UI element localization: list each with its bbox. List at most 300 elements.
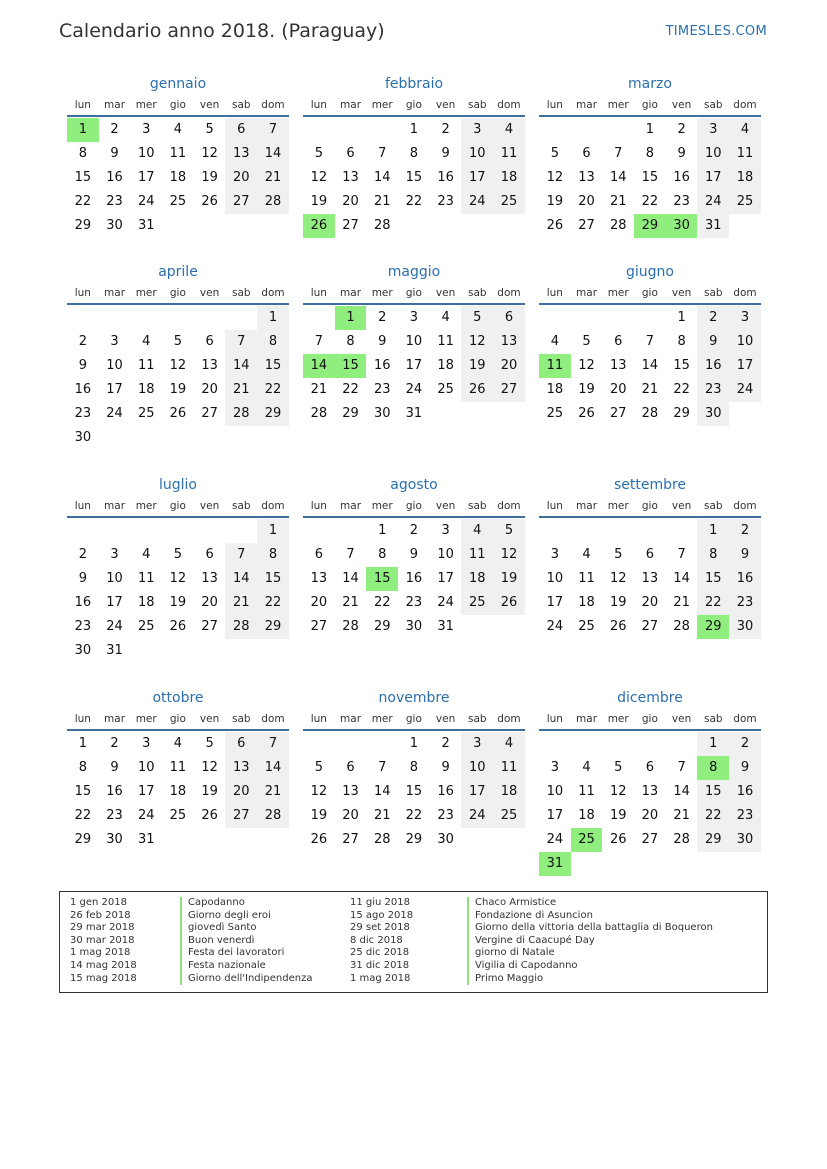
day-cell: 17 (106, 595, 123, 610)
day-cell: 20 (201, 595, 218, 610)
week-row (67, 190, 289, 214)
holiday-day-cell: 29 (697, 615, 729, 639)
weekday-label: lun (546, 713, 563, 725)
day-cell: 21 (310, 382, 328, 397)
week-row (303, 378, 525, 402)
weekend-day-cell: 19 (461, 354, 493, 378)
weekend-day-cell: 22 (257, 378, 289, 402)
weekend-day-cell: 3 (697, 118, 729, 142)
day-cell: 24 (137, 194, 155, 209)
empty-cell (194, 639, 226, 663)
weekend-day-cell: 27 (225, 190, 257, 214)
day-cell: 17 (405, 358, 423, 373)
day-cell: 26 (201, 194, 218, 209)
empty-cell (366, 118, 398, 142)
weekend-day-cell: 20 (225, 166, 257, 190)
legend-date: 15 mag 2018 (70, 972, 137, 984)
weekday-header (67, 496, 289, 516)
week-row (539, 567, 761, 591)
legend-names-right (467, 897, 713, 985)
empty-cell (130, 639, 162, 663)
day-cell: 26 (310, 832, 328, 847)
day-cell: 1 (78, 736, 87, 751)
weekend-day-cell: 14 (225, 354, 257, 378)
day-cell: 3 (550, 547, 559, 562)
empty-cell (461, 214, 493, 238)
day-cell: 5 (173, 547, 183, 562)
weekend-day-cell: 17 (729, 354, 761, 378)
weekday-label: ven (671, 99, 692, 111)
day-cell: 11 (137, 571, 155, 586)
weekday-label: sab (467, 713, 487, 725)
day-cell: 2 (677, 122, 686, 137)
week-row (539, 732, 761, 756)
empty-cell (303, 306, 335, 330)
month-agosto (303, 474, 525, 639)
day-cell: 31 (405, 406, 423, 421)
day-cell: 27 (578, 218, 595, 233)
day-cell: 29 (405, 832, 423, 847)
weekend-day-cell: 27 (493, 378, 525, 402)
month-title: dicembre (617, 690, 683, 706)
week-row (67, 142, 289, 166)
day-cell: 13 (342, 784, 359, 799)
weekend-day-cell: 24 (697, 190, 729, 214)
header-rule (539, 303, 761, 305)
day-cell: 22 (405, 808, 423, 823)
header-rule (539, 516, 761, 518)
week-row (67, 543, 289, 567)
weekend-day-cell: 7 (257, 732, 289, 756)
week-row (67, 426, 289, 450)
day-cell: 9 (441, 760, 450, 775)
day-cell: 8 (78, 146, 87, 161)
day-cell: 20 (609, 382, 627, 397)
weekday-header (67, 283, 289, 303)
weekend-day-cell: 3 (461, 118, 493, 142)
empty-cell (493, 828, 525, 852)
day-cell: 19 (201, 170, 218, 185)
day-cell: 11 (137, 358, 155, 373)
week-row (303, 166, 525, 190)
day-cell: 29 (673, 406, 690, 421)
weekend-day-cell: 5 (461, 306, 493, 330)
weekend-day-cell: 16 (729, 780, 761, 804)
day-cell: 26 (546, 218, 564, 233)
day-cell: 21 (641, 382, 659, 397)
week-row (303, 543, 525, 567)
day-cell: 18 (169, 784, 187, 799)
weekend-day-cell: 9 (729, 543, 761, 567)
day-cell: 11 (169, 146, 187, 161)
weekend-day-cell: 29 (697, 828, 729, 852)
month-giugno (539, 261, 761, 426)
empty-cell (335, 118, 367, 142)
weekend-day-cell: 13 (225, 142, 257, 166)
holiday-day-cell: 26 (303, 214, 335, 238)
weekday-label: sab (467, 99, 487, 111)
day-cell: 27 (201, 406, 218, 421)
day-cell: 2 (110, 122, 119, 137)
empty-cell (303, 519, 335, 543)
day-cell: 30 (74, 643, 92, 658)
day-cell: 19 (310, 808, 328, 823)
week-row (539, 166, 761, 190)
day-cell: 3 (142, 122, 151, 137)
week-row (67, 402, 289, 426)
month-aprile (67, 261, 289, 450)
weekend-day-cell: 12 (461, 330, 493, 354)
day-cell: 17 (437, 571, 454, 586)
weekday-header (539, 283, 761, 303)
empty-cell (697, 852, 729, 876)
legend-holiday-name: Giorno della vittoria della battaglia di Boqueron (467, 922, 713, 935)
weekday-header (303, 709, 525, 729)
month-title: luglio (159, 477, 197, 493)
header-rule (303, 516, 525, 518)
day-cell: 1 (645, 122, 655, 137)
day-cell: 27 (310, 619, 328, 634)
day-cell: 10 (137, 760, 155, 775)
day-cell: 28 (342, 619, 359, 634)
legend-holiday-name: Buon venerdì (180, 935, 313, 948)
empty-cell (130, 519, 162, 543)
day-cell: 3 (550, 760, 559, 775)
weekend-day-cell: 18 (493, 780, 525, 804)
weekend-day-cell: 28 (225, 615, 257, 639)
day-cell: 21 (373, 808, 391, 823)
week-row (539, 214, 761, 238)
weekday-label: ven (671, 500, 692, 512)
day-cell: 8 (346, 334, 355, 349)
day-cell: 6 (614, 334, 623, 349)
day-cell: 2 (78, 547, 87, 562)
weekend-day-cell: 12 (493, 543, 525, 567)
weekday-label: mer (135, 99, 157, 111)
weekend-day-cell: 16 (697, 354, 729, 378)
weekday-label: gio (405, 500, 422, 512)
weekday-label: lun (74, 500, 91, 512)
day-cell: 15 (74, 170, 92, 185)
weekend-day-cell: 4 (729, 118, 761, 142)
empty-cell (602, 852, 634, 876)
weekday-label: gio (641, 99, 658, 111)
empty-cell (335, 519, 367, 543)
day-cell: 13 (641, 784, 659, 799)
empty-cell (430, 402, 462, 426)
day-cell: 4 (550, 334, 559, 349)
day-cell: 19 (609, 808, 627, 823)
day-cell: 16 (437, 170, 454, 185)
day-cell: 12 (310, 170, 328, 185)
day-cell: 23 (437, 194, 454, 209)
weekend-day-cell: 23 (697, 378, 729, 402)
header-rule (303, 115, 525, 117)
weekend-day-cell: 11 (461, 543, 493, 567)
day-cell: 28 (609, 218, 627, 233)
day-cell: 6 (314, 547, 323, 562)
day-cell: 10 (437, 547, 454, 562)
header-rule (539, 729, 761, 731)
empty-cell (225, 306, 257, 330)
day-cell: 11 (578, 784, 595, 799)
week-row (67, 166, 289, 190)
legend-holiday-name: Vigilia di Capodanno (467, 960, 713, 973)
day-cell: 30 (405, 619, 423, 634)
empty-cell (162, 306, 194, 330)
week-row (303, 402, 525, 426)
day-cell: 6 (582, 146, 591, 161)
header-rule (539, 115, 761, 117)
day-cell: 20 (641, 595, 659, 610)
month-novembre (303, 687, 525, 852)
day-cell: 26 (609, 832, 627, 847)
weekend-day-cell: 8 (257, 330, 289, 354)
day-cell: 16 (673, 170, 690, 185)
weekend-day-cell: 19 (493, 567, 525, 591)
day-cell: 12 (609, 784, 627, 799)
weekend-day-cell: 24 (729, 378, 761, 402)
empty-cell (602, 732, 634, 756)
month-maggio (303, 261, 525, 426)
day-cell: 22 (641, 194, 659, 209)
day-cell: 10 (106, 571, 123, 586)
brand-link[interactable]: TIMESLES.COM (665, 24, 767, 39)
empty-cell (493, 214, 525, 238)
day-cell: 9 (378, 334, 387, 349)
day-cell: 8 (645, 146, 655, 161)
empty-cell (634, 852, 666, 876)
weekend-day-cell: 13 (493, 330, 525, 354)
day-cell: 30 (373, 406, 391, 421)
empty-cell (634, 306, 666, 330)
day-cell: 18 (137, 595, 155, 610)
weekend-day-cell: 2 (697, 306, 729, 330)
week-row (539, 306, 761, 330)
day-cell: 16 (106, 170, 123, 185)
day-cell: 19 (546, 194, 564, 209)
weekend-day-cell: 10 (697, 142, 729, 166)
week-row (303, 756, 525, 780)
empty-cell (162, 519, 194, 543)
week-row (539, 330, 761, 354)
weekend-day-cell: 6 (493, 306, 525, 330)
day-cell: 7 (378, 760, 387, 775)
weekday-label: gio (169, 99, 186, 111)
weekend-day-cell: 8 (697, 543, 729, 567)
day-cell: 8 (409, 760, 419, 775)
week-row (303, 615, 525, 639)
day-cell: 14 (673, 571, 690, 586)
day-cell: 3 (441, 523, 450, 538)
empty-cell (67, 306, 99, 330)
weekday-label: ven (671, 713, 692, 725)
weekday-label: sab (703, 713, 723, 725)
weekend-day-cell: 10 (461, 142, 493, 166)
weekday-header (539, 95, 761, 115)
day-cell: 26 (169, 619, 187, 634)
day-cell: 7 (677, 547, 686, 562)
day-cell: 21 (373, 194, 391, 209)
empty-cell (398, 214, 430, 238)
day-cell: 7 (614, 146, 623, 161)
day-cell: 15 (673, 358, 690, 373)
month-title: marzo (628, 76, 672, 92)
day-cell: 14 (342, 571, 359, 586)
header-rule (67, 115, 289, 117)
weekday-label: mer (135, 713, 157, 725)
day-cell: 17 (546, 808, 564, 823)
empty-cell (539, 732, 571, 756)
week-row (67, 804, 289, 828)
empty-cell (430, 214, 462, 238)
legend-date: 1 mag 2018 (350, 972, 411, 984)
weekday-label: dom (261, 287, 285, 299)
day-cell: 1 (378, 523, 387, 538)
weekend-day-cell: 23 (729, 591, 761, 615)
weekday-label: mer (607, 287, 629, 299)
day-cell: 9 (677, 146, 686, 161)
day-cell: 19 (169, 595, 187, 610)
day-cell: 2 (441, 736, 450, 751)
day-cell: 25 (437, 382, 454, 397)
empty-cell (634, 732, 666, 756)
day-cell: 25 (137, 406, 155, 421)
empty-cell (366, 732, 398, 756)
weekend-day-cell: 17 (461, 780, 493, 804)
weekend-day-cell: 21 (257, 780, 289, 804)
weekend-day-cell: 28 (225, 402, 257, 426)
day-cell: 9 (409, 547, 419, 562)
day-cell: 24 (437, 595, 454, 610)
day-cell: 14 (673, 784, 690, 799)
day-cell: 6 (205, 334, 214, 349)
weekday-label: dom (497, 713, 521, 725)
weekend-day-cell: 7 (225, 543, 257, 567)
day-cell: 30 (106, 832, 123, 847)
month-luglio (67, 474, 289, 663)
day-cell: 18 (437, 358, 454, 373)
legend-date: 25 dic 2018 (350, 947, 410, 959)
day-cell: 17 (106, 382, 123, 397)
week-row (67, 639, 289, 663)
legend-holiday-name: Fondazione di Asuncion (467, 910, 713, 923)
day-cell: 23 (74, 406, 92, 421)
week-row (67, 756, 289, 780)
weekday-label: gio (405, 287, 422, 299)
weekend-day-cell: 29 (257, 615, 289, 639)
weekend-day-cell: 21 (225, 378, 257, 402)
day-cell: 5 (205, 736, 214, 751)
day-cell: 9 (78, 358, 87, 373)
weekday-label: mer (607, 713, 629, 725)
empty-cell (162, 426, 194, 450)
legend-holiday-name: Festa nazionale (180, 960, 313, 973)
weekday-label: sab (703, 500, 723, 512)
day-cell: 24 (106, 406, 123, 421)
week-row (539, 852, 761, 876)
weekday-label: ven (435, 99, 456, 111)
day-cell: 1 (409, 736, 419, 751)
holiday-day-cell: 11 (539, 354, 571, 378)
empty-cell (194, 828, 226, 852)
day-cell: 23 (106, 194, 123, 209)
weekend-day-cell: 9 (697, 330, 729, 354)
day-cell: 20 (641, 808, 659, 823)
day-cell: 27 (342, 832, 359, 847)
weekday-label: sab (231, 500, 251, 512)
day-cell: 13 (641, 571, 659, 586)
legend-date: 1 gen 2018 (70, 897, 128, 908)
weekday-label: mer (607, 99, 629, 111)
weekend-day-cell: 25 (729, 190, 761, 214)
day-cell: 7 (378, 146, 387, 161)
day-cell: 15 (74, 784, 92, 799)
weekday-label: mar (340, 713, 362, 725)
weekday-label: gio (641, 713, 658, 725)
day-cell: 7 (645, 334, 655, 349)
weekend-day-cell: 1 (257, 519, 289, 543)
week-row (539, 190, 761, 214)
weekday-label: ven (435, 500, 456, 512)
week-row (539, 142, 761, 166)
holiday-day-cell: 25 (571, 828, 603, 852)
empty-cell (539, 519, 571, 543)
weekend-day-cell: 3 (729, 306, 761, 330)
day-cell: 29 (74, 832, 92, 847)
week-row (303, 828, 525, 852)
weekend-day-cell: 2 (729, 732, 761, 756)
weekday-label: ven (199, 99, 220, 111)
day-cell: 23 (405, 595, 423, 610)
holiday-day-cell: 30 (666, 214, 698, 238)
weekday-label: mer (371, 287, 393, 299)
empty-cell (162, 828, 194, 852)
week-row (303, 214, 525, 238)
day-cell: 30 (437, 832, 454, 847)
day-cell: 27 (201, 619, 218, 634)
weekend-day-cell: 4 (493, 732, 525, 756)
day-cell: 8 (409, 146, 419, 161)
weekday-label: dom (261, 99, 285, 111)
day-cell: 25 (169, 194, 187, 209)
day-cell: 31 (437, 619, 454, 634)
legend-dates-left (70, 897, 137, 985)
day-cell: 5 (173, 334, 183, 349)
weekend-day-cell: 1 (697, 519, 729, 543)
weekday-label: dom (733, 287, 757, 299)
day-cell: 19 (310, 194, 328, 209)
week-row (303, 804, 525, 828)
day-cell: 24 (546, 832, 564, 847)
weekday-label: sab (703, 287, 723, 299)
day-cell: 18 (137, 382, 155, 397)
empty-cell (303, 118, 335, 142)
weekend-day-cell: 24 (461, 190, 493, 214)
empty-cell (634, 519, 666, 543)
empty-cell (666, 852, 698, 876)
day-cell: 8 (677, 334, 686, 349)
day-cell: 10 (137, 146, 155, 161)
day-cell: 29 (342, 406, 359, 421)
holiday-day-cell: 15 (366, 567, 398, 591)
day-cell: 2 (78, 334, 87, 349)
holiday-day-cell: 8 (697, 756, 729, 780)
weekend-day-cell: 25 (493, 190, 525, 214)
day-cell: 25 (137, 619, 155, 634)
week-row (303, 780, 525, 804)
legend-date: 29 set 2018 (350, 922, 410, 934)
